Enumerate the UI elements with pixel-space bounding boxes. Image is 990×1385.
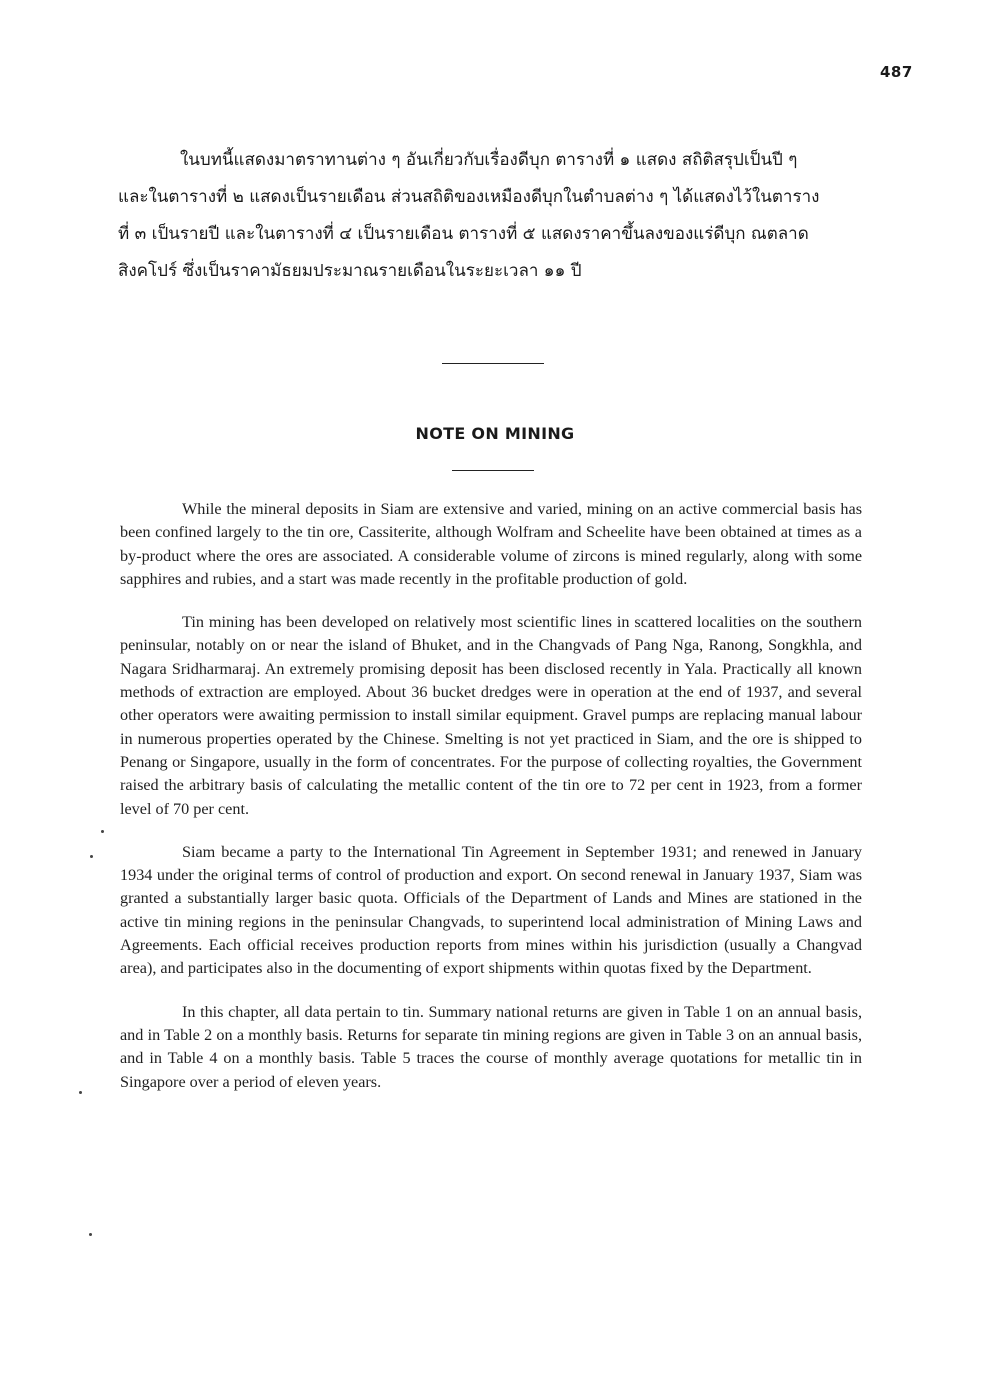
scan-speck [90,855,93,858]
section-divider-bottom [452,470,534,471]
thai-line: สิงคโปร์ ซึ่งเป็นราคามัธยมประมาณรายเดือนในระยะเวลา ๑๑ ปี [118,261,582,281]
scan-speck [89,1233,92,1236]
section-heading: NOTE ON MINING [415,424,575,443]
paragraph: In this chapter, all data pertain to tin. Summary national returns are given in Table 1 on an annual basis, and in Table 2 on a monthly basis. Returns for separate tin mining regions are given in Table 3 on an annual basis, and in Table 4 on a monthly basis. Table 5 traces the course of monthly average quotations for metallic tin in Singapore over a period of eleven years. [120,1002,862,1091]
section-divider-top [442,363,544,364]
page-number: 487 [880,63,913,81]
paragraph: Tin mining has been developed on relatively most scientific lines in scattered localities on the southern peninsular, notably on or near the island of Bhuket, and in the Changvads of Pang Nga, Ranong, Songkhla, and Nagara Sridharmaraj. An extremely promising deposit has been disclosed recently in Yala. Practically all known methods of extraction are employed. About 36 bucket dredges were in operation at the end of 1937, and several other operators were awaiting permission to install similar equipment. Gravel pumps are replacing manual labour in numerous properties operated by the Chinese. Smelting is not yet practiced in Siam, and the ore is shipped to Penang or Singapore, usually in the form of concentrates. For the purpose of collecting royalties, the Government raised the arbitrary basis of calculating the metallic content of the tin ore to 72 per cent in 1923, from a former level of 70 per cent. [120,613,862,818]
thai-line: ที่ ๓ เป็นรายปี และในตารางที่ ๔ เป็นรายเดือน ตารางที่ ๕ แสดงราคาขึ้นลงของแร่ดีบุก ณตลาด [118,224,809,244]
thai-line: และในตารางที่ ๒ แสดงเป็นรายเดือน ส่วนสถิติของเหมืองดีบุกในตำบลต่าง ๆ ได้แสดงไว้ในตาราง [118,187,820,207]
thai-line: ในบทนี้แสดงมาตราทานต่าง ๆ อันเกี่ยวกับเรื่องดีบุก ตารางที่ ๑ แสดง สถิติสรุปเป็นปี ๆ [180,150,798,170]
paragraph: While the mineral deposits in Siam are extensive and varied, mining on an active commercial basis has been confined largely to the tin ore, Cassiterite, although Wolfram and Scheelite have been obtained at times as a by-product where the ores are associated. A considerable volume of zircons is mined regularly, along with some sapphires and rubies, and a start was made recently in the profitable production of gold. [120,500,862,588]
scan-speck [101,830,104,833]
paragraph: Siam became a party to the International Tin Agreement in September 1931; and renewed in January 1934 under the original terms of control of production and export. On second renewal in January 1937, Siam was granted a substantially larger basic quota. Officials of the Department of Lands and Mines are stationed in the active tin mining regions in the peninsular Changvads, to superintend local administration of Mining Laws and Agreements. Each official receives production reports from mines within his jurisdiction (usually a Changvad area), and participates also in the documenting of export shipments within quotas fixed by the Department. [120,842,862,978]
scan-speck [79,1091,82,1094]
thai-introduction [118,142,868,290]
article-body [120,498,862,1094]
